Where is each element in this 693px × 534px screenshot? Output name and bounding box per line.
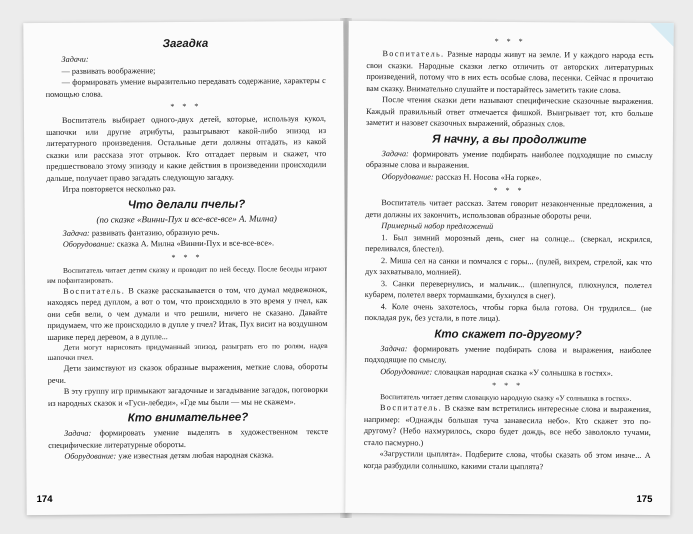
right-page: [345, 21, 673, 515]
bees-equip-label: Оборудование:: [62, 239, 115, 249]
page-number-left: 174: [36, 493, 53, 506]
otherwise-equip: словацкая народная сказка «У солнышка в гостях».: [432, 366, 613, 378]
separator-stars: * * *: [170, 101, 202, 112]
riddle-title: Загадка: [162, 37, 209, 51]
bees-task: развивать фантазию, образную речь.: [89, 227, 220, 238]
riddle-repeat: Игра повторяется несколько раз.: [62, 184, 176, 194]
attentive-equip: уже известная детям любая народная сказка.: [116, 450, 274, 461]
otherwise-text: В сказке вам встретились интересные слова и выражения, например: «Однажды большая туча занавесила небо». Кто скажет это по-другому? (Небо нахмурилось, скоро будет дождь, все небо заволокло тучами, стало пасмурно.): [363, 403, 652, 447]
example-1: 1. Был зимний морозный день, снег на солнце... (сверкал, искрился, переливался, блестел).: [365, 232, 653, 254]
continue-task-label: Задача:: [381, 148, 409, 158]
intro-text: Разные народы живут на земле. И у каждого народа есть свои сказки. Народные сказки легко отличить от авторских литературных произведений, потому что в них есть особые слова, песенки. Сейчас я прочитаю вам сказку. Внимательно слушайте и постарайтесь заметить такие слова.: [366, 49, 654, 95]
continue-equip: рассказ Н. Носова «На горке».: [433, 171, 542, 182]
otherwise-note: Воспитатель читает детям словацкую народную сказку «У солнышка в гостях».: [380, 392, 632, 403]
left-page: [23, 21, 346, 515]
separator-stars: * * *: [493, 185, 525, 196]
intro-text-2: После чтения сказки дети называют специфические сказочные выражения. Каждый правильный ответ отмечается фишкой. Выигрывает тот, кто больше заметит и назовет сказочных выражений, образных слов.: [365, 95, 654, 129]
otherwise-task: формировать умение подбирать слова и выражения, наиболее подходящие по смыслу.: [364, 343, 652, 365]
example-4: 4. Коле очень захотелось, чтобы горка была готова. Он трудился... (не покладая рук, без устали, в поте лица).: [364, 301, 652, 323]
otherwise-task-label: Задача:: [380, 343, 408, 353]
task-2: — формировать умение выразительно передавать содержание, характеры с помощью слова.: [45, 76, 326, 99]
left-page-column: [45, 33, 328, 462]
continue-title: Я начну, а вы продолжите: [432, 132, 587, 147]
speaker-2: Воспитатель.: [379, 403, 442, 413]
bees-equip: сказка А. Милна «Винни-Пух и все-все-все».: [114, 238, 275, 249]
otherwise-equip-label: Оборудование:: [380, 366, 433, 376]
example-2: 2. Миша сел на санки и помчался с горы... (пулей, вихрем, стрелой, как что дух захватывало, молнией).: [364, 255, 653, 277]
otherwise-title: Кто скажет по-другому?: [434, 327, 582, 342]
right-page-column: [364, 33, 654, 473]
task-1: — развивать воображение;: [61, 65, 156, 76]
attentive-task-label: Задача:: [64, 428, 92, 438]
attentive-task: формировать умение выделять в художественном тексте специфические литературные обороты.: [48, 427, 329, 450]
riddle-paragraph: Воспитатель выбирает одного-двух детей, которые, используя кукол, шапочки или другие атрибуты, разыгрывают какой-либо эпизод из литературного произведения. Остальные дети должны отгадать, из какой сказки или рассказа этот отрывок. Кто отгадает первым и скажет, что предшествовало этому эпизоду и какие действия в произведении происходили дальше, получает право загадать следующую загадку.: [46, 114, 327, 183]
tasks-label: Задачи:: [61, 54, 89, 64]
continue-equip-label: Оборудование:: [381, 171, 434, 181]
separator-stars: * * *: [171, 252, 203, 262]
bees-subtitle: (по сказке «Винни-Пух и все-все-все» А. Милна): [96, 212, 277, 225]
continue-text: Воспитатель читает рассказ. Затем говорит незаконченные предложения, а дети должны их закончить, использовав образные обороты речи.: [365, 198, 653, 221]
bees-note: Воспитатель читает детям сказку и проводит по ней беседу. После беседы играют им пофантазировать.: [47, 263, 328, 285]
separator-stars: * * *: [492, 380, 524, 391]
para-expressions: Дети заимствуют из сказок образные выражения, меткие слова, обороты речи.: [47, 362, 328, 385]
otherwise-text-2: «Загрустили цыплята». Подберите слова, чтобы сказать об этом иначе... А когда разбудили солнышко, какими стали цыплята?: [363, 449, 651, 471]
para-games: В эту группу игр примыкают загадочные и загадывание загадок, поговорки из народных сказок и «Гуси-лебеди», «Где мы были — мы не скажем».: [47, 385, 328, 408]
attentive-equip-label: Оборудование:: [64, 451, 117, 461]
examples-label: Примерный набор предложений: [381, 221, 494, 231]
bees-text: В сказке рассказывается о том, что думал медвежонок, находясь перед дуплом, а вот о том, что происходило в это время у пчел, как они себя вели, о чем думали и что решили, ничего не сказано. Давайте придумаем, что же происходило в дупле у пчел? Итак, Пух висит на воздушном шарике перед деревом, а в дупле...: [47, 284, 328, 342]
continue-task: формировать умение подбирать наиболее подходящие по смыслу образные слова и выражения.: [365, 148, 653, 170]
speaker-1: Воспитатель.: [382, 49, 445, 59]
bees-title: Что делали пчелы?: [127, 198, 246, 211]
example-3: 3. Санки перевернулись, и мальчик... (шлепнулся, плюхнулся, полетел кубарем, полетел вверх тормашками, бухнулся в снег).: [364, 278, 652, 301]
attentive-title: Кто внимательнее?: [127, 411, 249, 425]
bees-note-2: Дети могут нарисовать придуманный эпизод, разыграть его по ролям, надев шапочки пчел.: [47, 341, 328, 362]
page-number-right: 175: [636, 493, 653, 506]
bees-speaker: Воспитатель.: [63, 285, 126, 296]
separator-stars: * * *: [494, 36, 526, 47]
bees-task-label: Задача:: [62, 228, 90, 238]
